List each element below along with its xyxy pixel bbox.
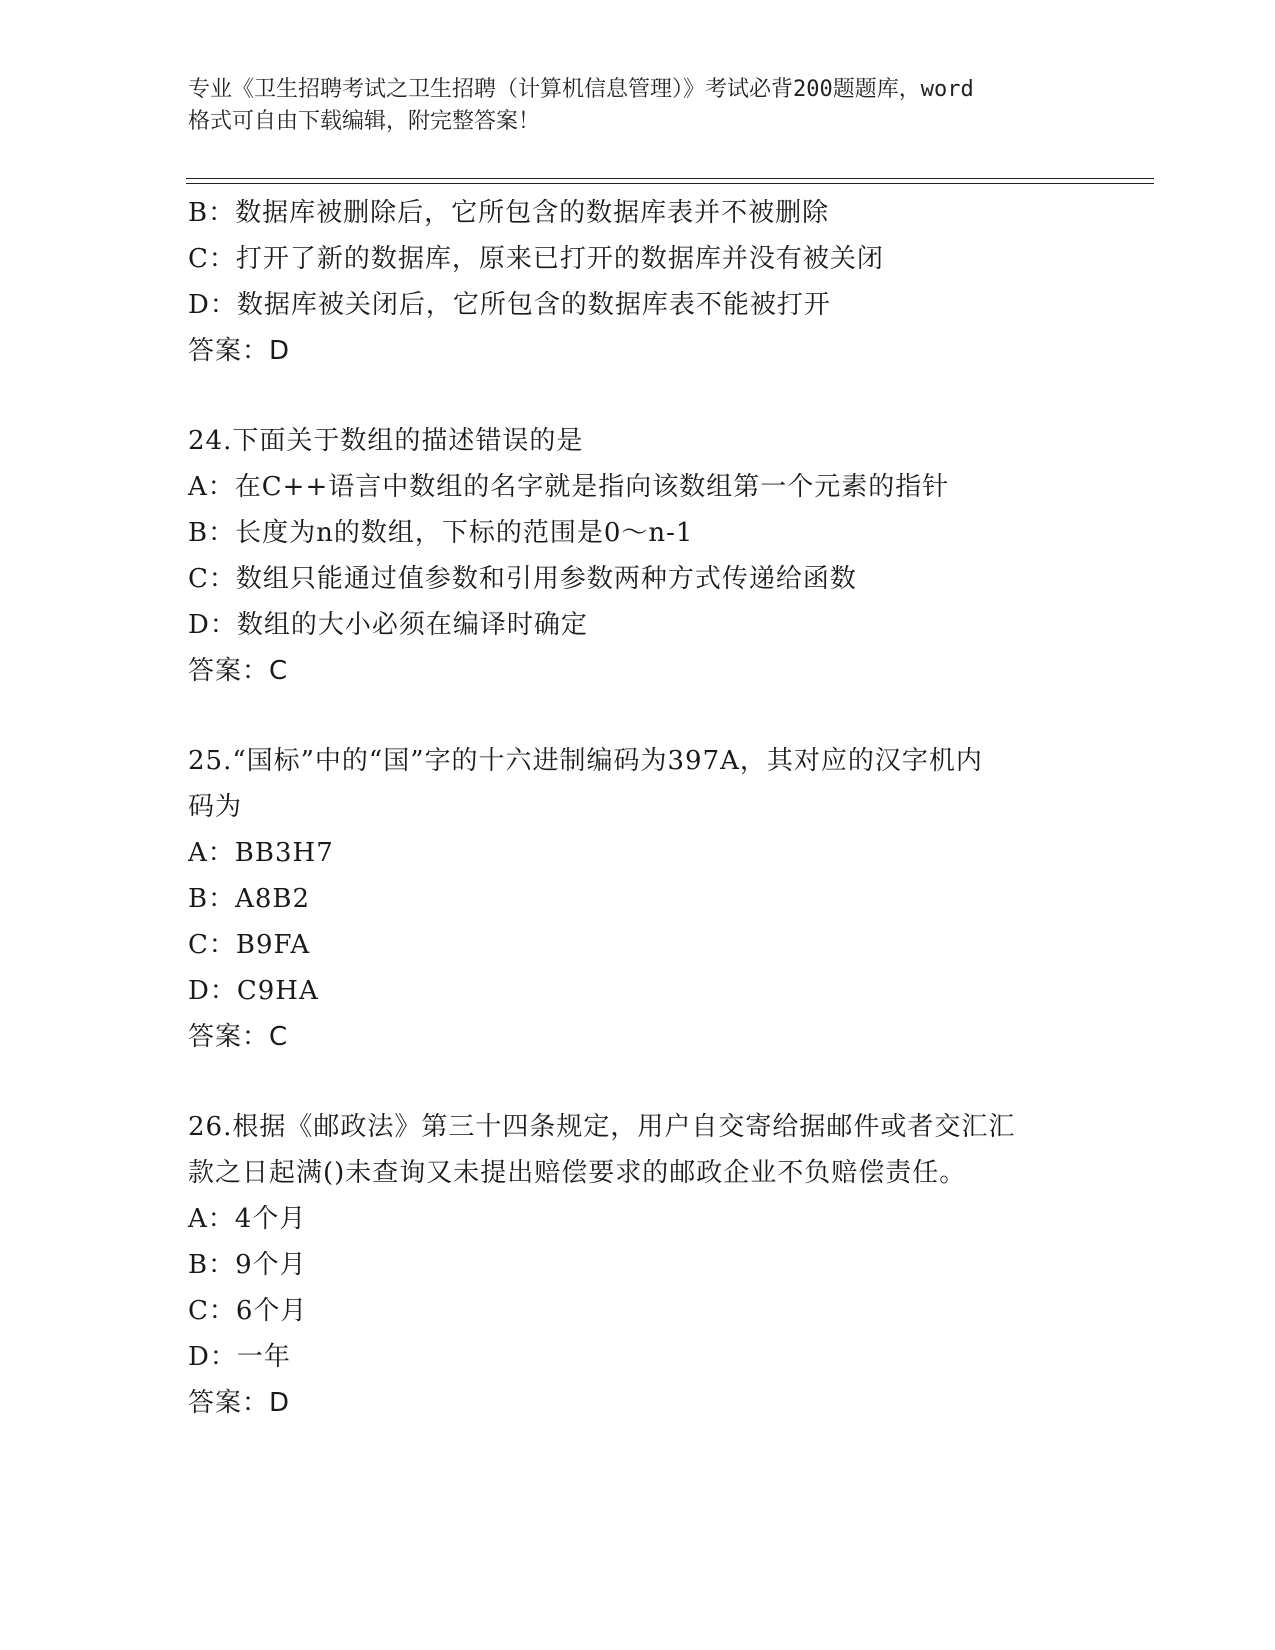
option-b: B：长度为n的数组，下标的范围是0～n-1 bbox=[188, 518, 694, 548]
answer: 答案：C bbox=[188, 1022, 289, 1052]
option-d: D：数组的大小必须在编译时确定 bbox=[188, 610, 588, 640]
header-line-2: 格式可自由下载编辑，附完整答案！ bbox=[188, 109, 541, 134]
header-line-1: 专业《卫生招聘考试之卫生招聘（计算机信息管理）》考试必背200题题库，word bbox=[188, 77, 974, 102]
option-a: A：在C++语言中数组的名字就是指向该数组第一个元素的指针 bbox=[188, 472, 950, 502]
question-23 bbox=[188, 190, 1148, 374]
question-26 bbox=[188, 1104, 1148, 1426]
option-d: D：一年 bbox=[188, 1342, 291, 1372]
document-header bbox=[188, 74, 1088, 138]
option-d: D：数据库被关闭后，它所包含的数据库表不能被打开 bbox=[188, 290, 831, 320]
answer: 答案：D bbox=[188, 1388, 291, 1418]
option-b: B：A8B2 bbox=[188, 884, 311, 914]
question-text-line-1: 25.“国标”中的“国”字的十六进制编码为397A，其对应的汉字机内 bbox=[188, 746, 983, 776]
answer: 答案：D bbox=[188, 336, 291, 366]
question-text-line-2: 码为 bbox=[188, 792, 243, 822]
option-a: A：BB3H7 bbox=[188, 838, 334, 868]
option-a: A：4个月 bbox=[188, 1204, 307, 1234]
option-c: C：打开了新的数据库，原来已打开的数据库并没有被关闭 bbox=[188, 244, 884, 274]
option-d: D：C9HA bbox=[188, 976, 319, 1006]
question-text: 24.下面关于数组的描述错误的是 bbox=[188, 426, 584, 456]
question-25 bbox=[188, 738, 1148, 1060]
option-c: C：6个月 bbox=[188, 1296, 308, 1326]
answer: 答案：C bbox=[188, 656, 289, 686]
option-b: B：数据库被删除后，它所包含的数据库表并不被删除 bbox=[188, 198, 830, 228]
question-text-line-1: 26.根据《邮政法》第三十四条规定，用户自交寄给据邮件或者交汇汇 bbox=[188, 1112, 1016, 1142]
option-b: B：9个月 bbox=[188, 1250, 307, 1280]
option-c: C：B9FA bbox=[188, 930, 311, 960]
option-c: C：数组只能通过值参数和引用参数两种方式传递给函数 bbox=[188, 564, 857, 594]
header-divider-bottom bbox=[186, 183, 1154, 184]
header-divider-top bbox=[186, 178, 1154, 179]
question-text-line-2: 款之日起满()未查询又未提出赔偿要求的邮政企业不负赔偿责任。 bbox=[188, 1158, 967, 1188]
question-list bbox=[188, 190, 1148, 1426]
question-24 bbox=[188, 418, 1148, 694]
